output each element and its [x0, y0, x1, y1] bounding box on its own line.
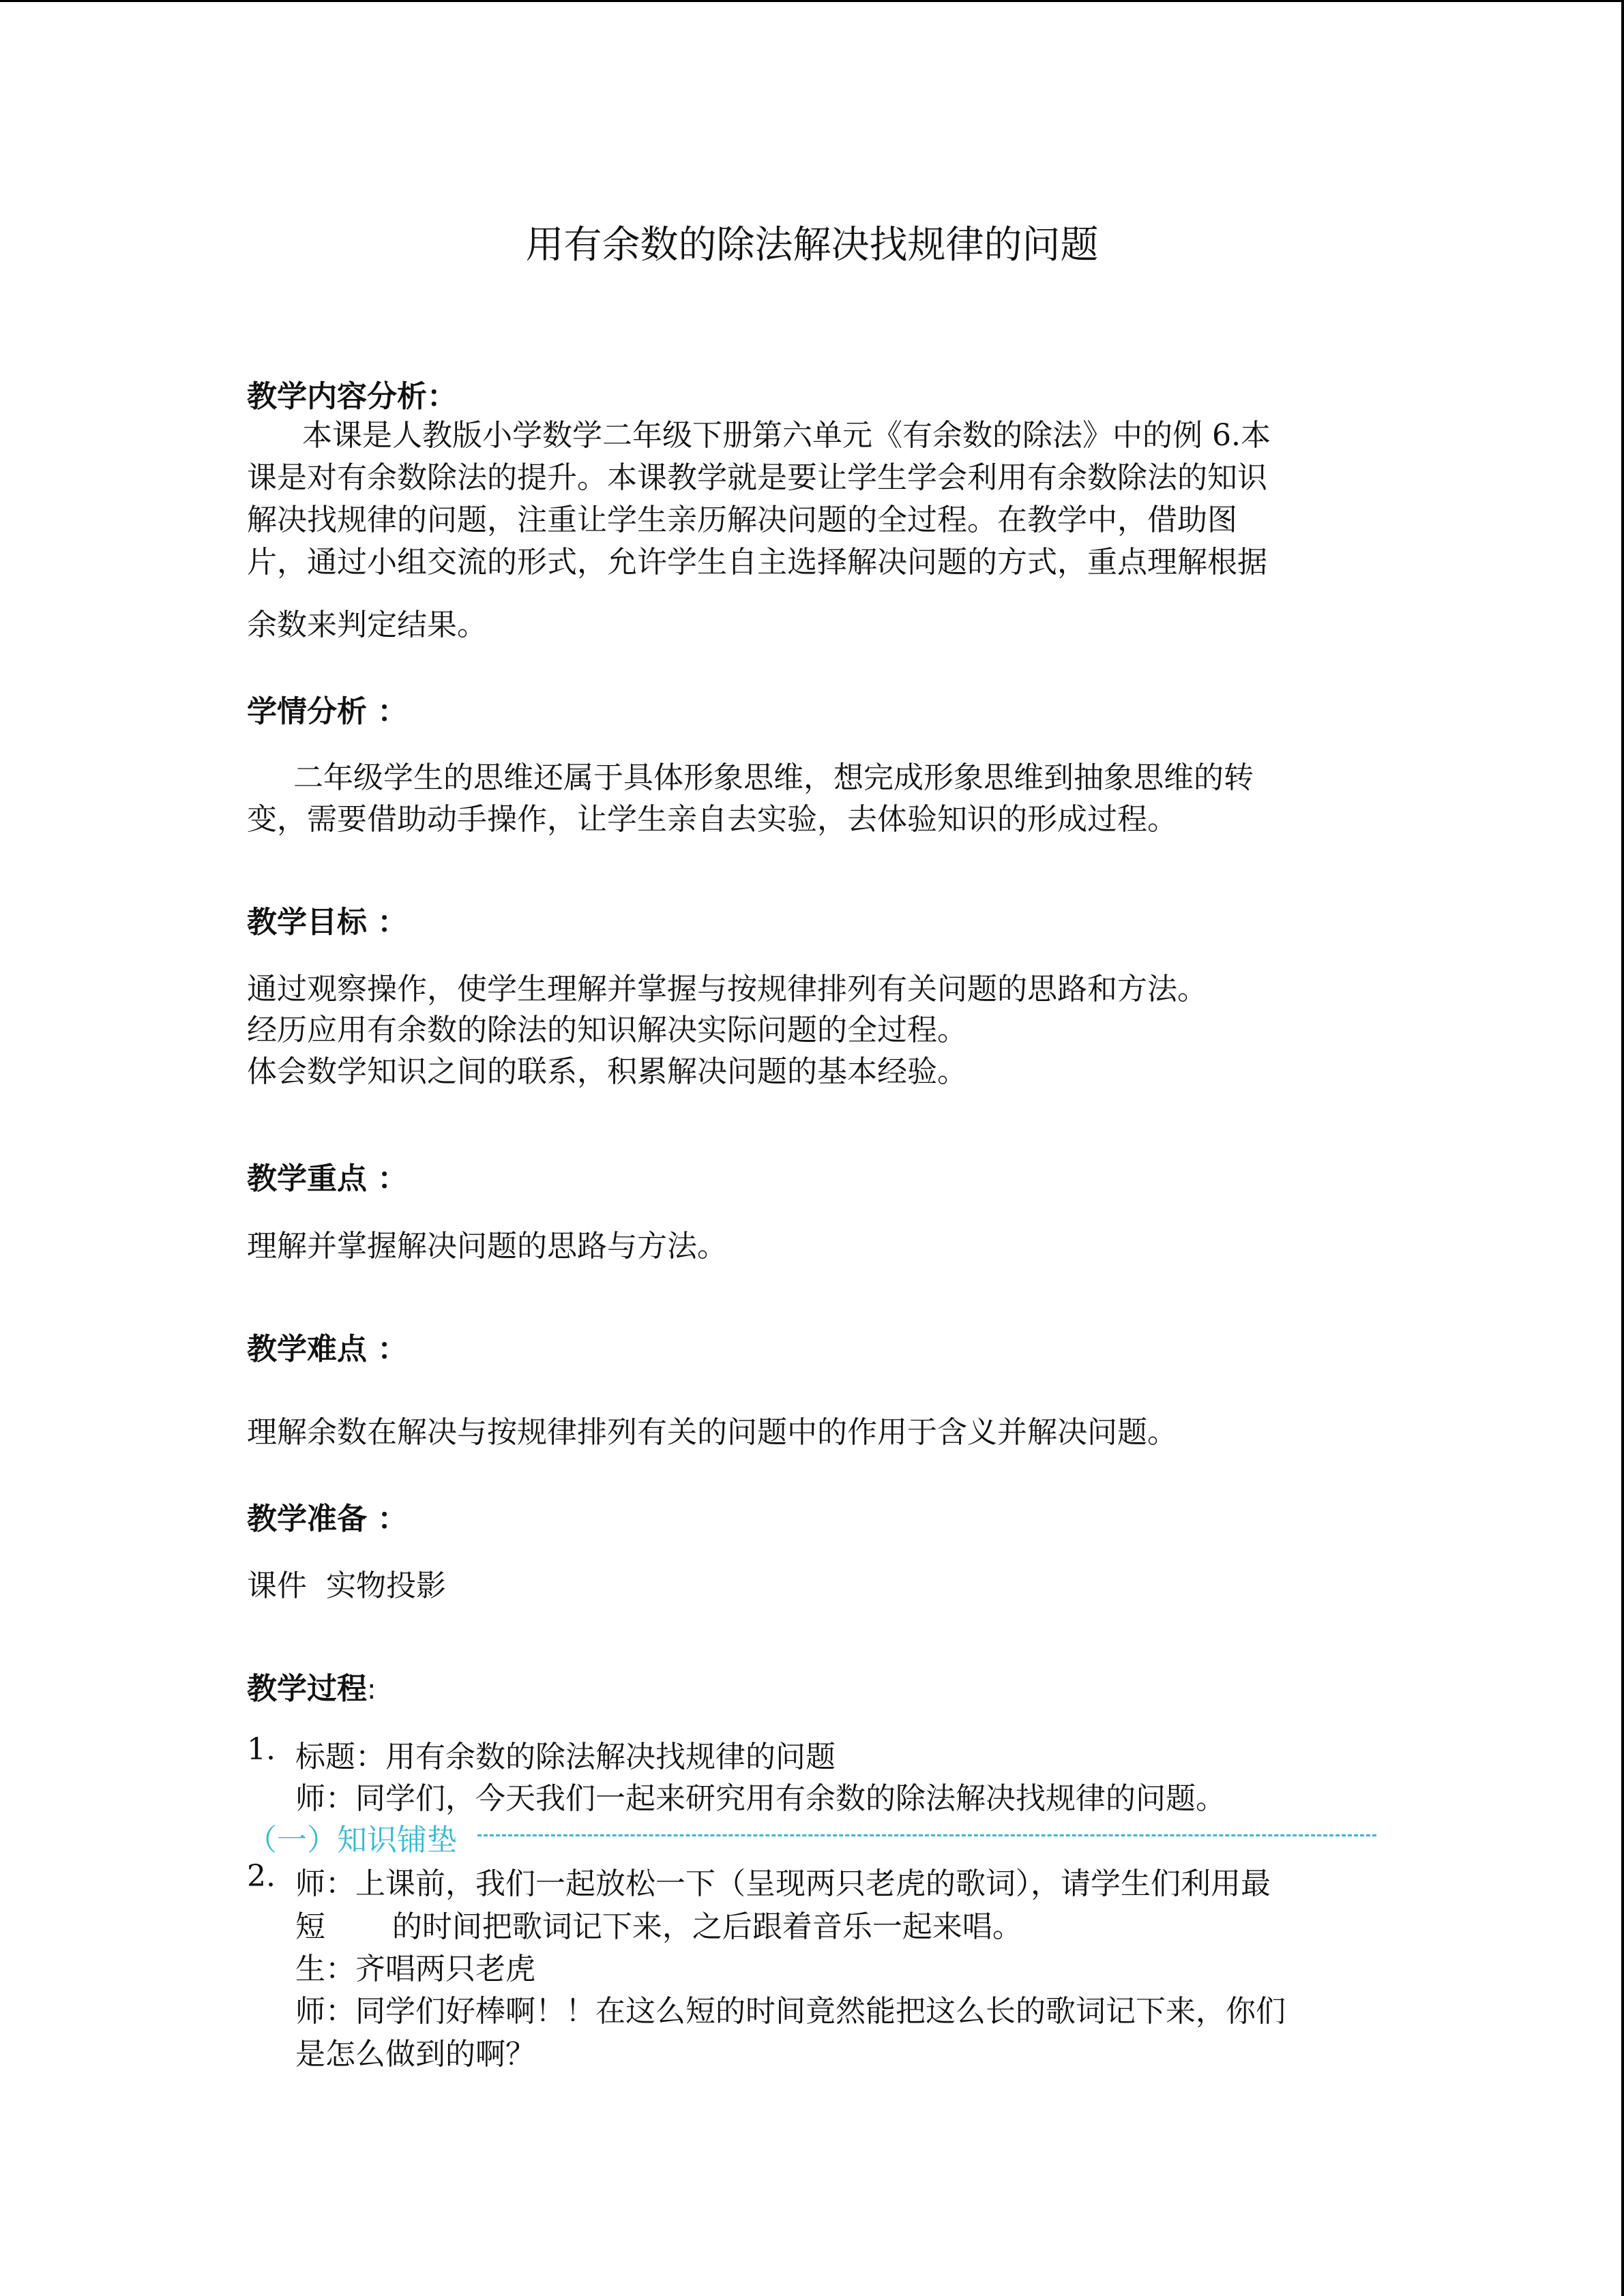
key-points-line-1: 理解并掌握解决问题的思路与方法。 — [247, 1229, 727, 1264]
preparation-line-1: 课件 实物投影 — [247, 1568, 446, 1603]
process-heading: 教学过程 — [247, 1671, 367, 1706]
step-number-2: 2. — [247, 1859, 276, 1894]
objectives-heading: 教学目标 ： — [247, 905, 408, 940]
content-analysis-heading: 教学内容分析： — [247, 379, 457, 414]
preparation-heading: 教学准备 ： — [247, 1502, 408, 1536]
content-analysis-line-4: 片，通过小组交流的形式，允许学生自主选择解决问题的方式，重点理解根据 — [247, 545, 1267, 580]
subsection-dashed-rule — [477, 1834, 1376, 1836]
step-2-line-3: 生：齐唱两只老虎 — [295, 1952, 535, 1986]
process-heading-colon: : — [367, 1674, 377, 1705]
key-points-heading: 教学重点 ： — [247, 1161, 408, 1196]
content-analysis-line-2: 课是对有余数除法的提升。本课教学就是要让学生学会利用有余数除法的知识 — [247, 460, 1267, 495]
content-analysis-line-3: 解决找规律的问题，注重让学生亲历解决问题的全过程。在教学中，借助图 — [247, 503, 1237, 537]
objective-line-3: 体会数学知识之间的联系，积累解决问题的基本经验。 — [247, 1054, 967, 1089]
right-border-line — [1621, 0, 1624, 2296]
step-2-line-4: 师：同学们好棒啊！！在这么短的时间竟然能把这么长的歌词记下来，你们 — [295, 1994, 1286, 2029]
step-1-line-2: 师：同学们，今天我们一起来研究用有余数的除法解决找规律的问题。 — [295, 1781, 1226, 1816]
content-analysis-line-5: 余数来判定结果。 — [247, 608, 487, 642]
learner-analysis-heading: 学情分析 ： — [247, 694, 408, 729]
learner-analysis-line-2: 变，需要借助动手操作，让学生亲自去实验，去体验知识的形成过程。 — [247, 802, 1177, 837]
step-2-line-5: 是怎么做到的啊？ — [295, 2037, 535, 2072]
difficulties-heading: 教学难点 ： — [247, 1332, 408, 1367]
step-2-line-2: 短 的时间把歌词记下来，之后跟着音乐一起来唱。 — [295, 1909, 1022, 1944]
learner-analysis-line-1: 二年级学生的思维还属于具体形象思维，想完成形象思维到抽象思维的转 — [293, 760, 1254, 795]
document-title: 用有余数的除法解决找规律的问题 — [525, 223, 1099, 267]
difficulties-line-1: 理解余数在解决与按规律排列有关的问题中的作用于含义并解决问题。 — [247, 1415, 1177, 1450]
process-heading-row — [247, 1664, 376, 1708]
subsection-knowledge-foundation: （一）知识铺垫 — [247, 1823, 457, 1858]
step-number-1: 1. — [247, 1732, 276, 1767]
step-1-line-1: 标题：用有余数的除法解决找规律的问题 — [295, 1740, 836, 1774]
step-2-line-1: 师：上课前，我们一起放松一下（呈现两只老虎的歌词），请学生们利用最 — [295, 1866, 1271, 1901]
top-border-line — [0, 0, 1624, 2]
objective-line-2: 经历应用有余数的除法的知识解决实际问题的全过程。 — [247, 1013, 967, 1047]
objective-line-1: 通过观察操作，使学生理解并掌握与按规律排列有关问题的思路和方法。 — [247, 972, 1207, 1007]
content-analysis-line-1: 本课是人教版小学数学二年级下册第六单元《有余数的除法》中的例 6.本 — [302, 418, 1271, 453]
